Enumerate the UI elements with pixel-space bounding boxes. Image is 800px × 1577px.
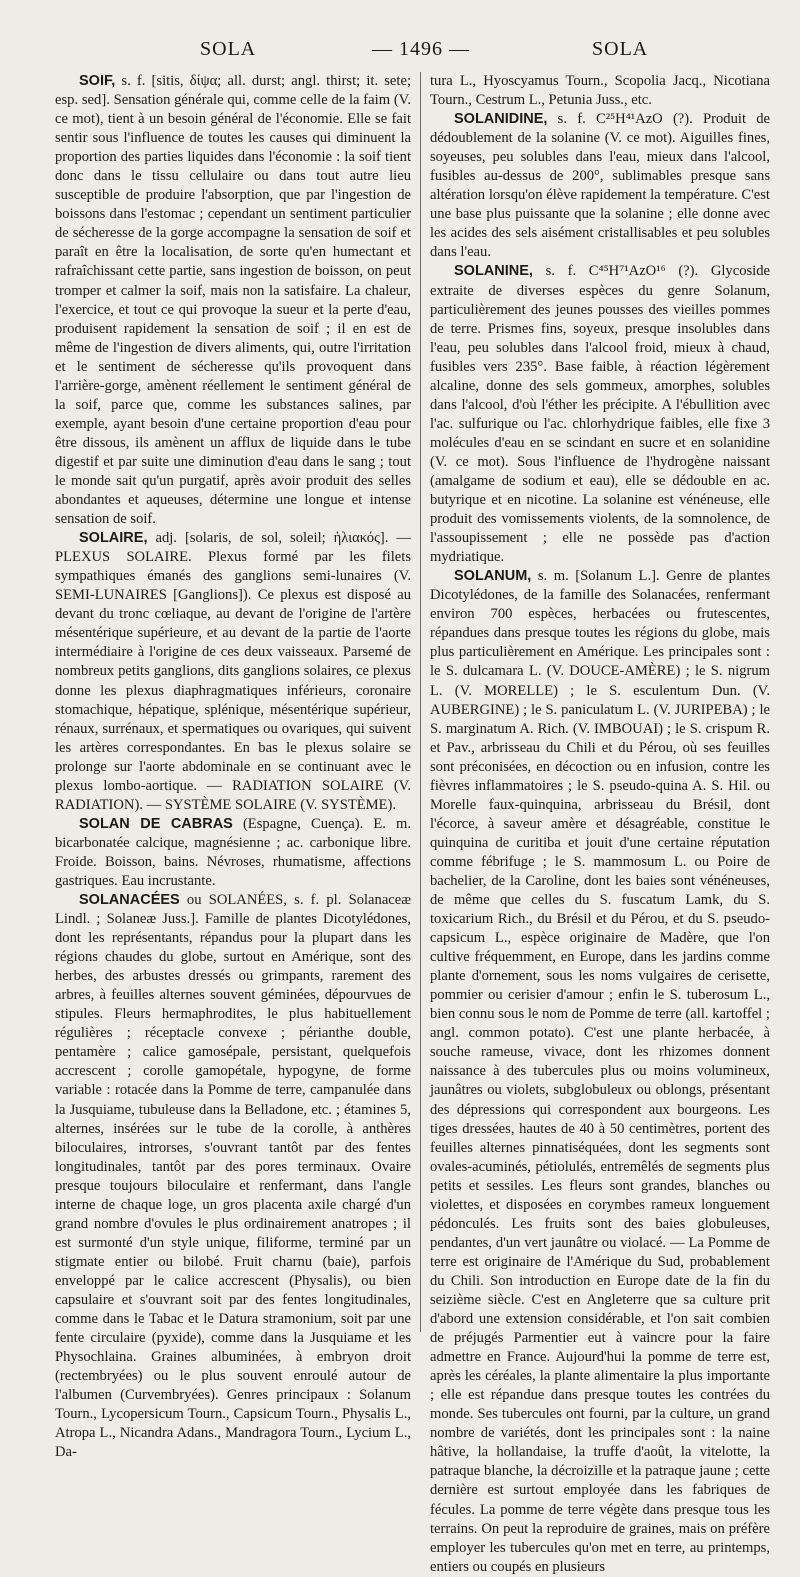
entry-head-solanacees: SOLANACÉES xyxy=(79,892,180,909)
entry-body-solanidine: s. f. C²⁵H⁴¹AzO (?). Produit de dédoublement de la solanine (V. ce mot). Aiguilles fines, soyeuses, peu solubles dans l'eau, mieux dans l'alcool, fusibles au-dessus de 200°, sublimables presque sans altération lorsqu'on élève rapidement la température. C'est une base plus puissante que la solanine ; elle donne avec les acides des sels aisément cristallisables et peu solubles dans l'eau. xyxy=(430,111,770,261)
entry-solan-de-cabras xyxy=(55,815,411,891)
left-column xyxy=(55,72,411,1461)
column-divider xyxy=(420,72,421,1332)
entry-solanacees xyxy=(55,891,411,1462)
right-column xyxy=(430,72,770,1575)
entry-head-solan: SOLAN DE CABRAS xyxy=(79,815,233,832)
entry-head-soif: SOIF, xyxy=(79,73,116,89)
entry-body-solanine: s. f. C⁴⁵H⁷¹AzO¹⁶ (?). Glycoside extraite de diverses espèces du genre Solanum, particulièrement des jeunes pousses des vieilles pommes de terre. Prismes fins, soyeux, presque insolubles dans l'eau, peu solubles dans l'alcool froid, mieux à chaud, fusibles vers 235°. Base faible, à réaction légèrement alcaline, donne des sels gommeux, amorphes, solubles dans l'alcool, d'où l'éther les précipite. A l'ébullition avec l'ac. sulfurique ou l'ac. chlorhydrique faibles, elle fixe 3 molécules d'eau en se scindant en sucre et en solanidine (V. ce mot). Sous l'influence de l'hydrogène naissant (amalgame de sodium et eau), elle se dédouble en ac. butyrique et en nicotine. La solanine est vénéneuse, elle produit des vomissements violents, de la somnolence, de l'assoupissement ; elle ne possède pas d'action mydriatique. xyxy=(430,263,770,566)
entry-continuation: tura L., Hyoscyamus Tourn., Scopolia Jacq., Nicotiana Tourn., Cestrum L., Petunia Juss., etc. xyxy=(430,73,770,109)
entry-solanidine xyxy=(430,110,770,262)
entry-body-soif: s. f. [sitis, δίψα; all. durst; angl. thirst; it. sete; esp. sed]. Sensation générale qui, comme celle de la faim (V. ce mot), tient à un besoin général de l'économie. Elle se fait sentir sous l'influence de toutes les causes qui diminuent la proportion des parties liquides dans l'économie : la soif tient donc dans le tissu cellulaire ou dans tout autre lieu susceptible de produire l'absorption, que par l'ingestion de boissons dans l'estomac ; cependant un sentiment particulier de sécheresse de la gorge accompagne la sensation de soif et paraît en être la localisation, de sorte qu'en humectant et rafraîchissant cette partie, sans ingestion de boisson, on peut tromper et calmer la soif, mais non la satisfaire. La chaleur, l'exercice, et tout ce qui provoque la sueur et la perte d'eau, produisent rapidement la sensation de soif ; il en est de même de l'ingestion de divers aliments, qui, outre l'irritation et le sentiment de sécheresse qu'ils provoquent dans l'arrière-gorge, amènent réellement le sentiment général de la soif, parce que, comme les substances salines, par exemple, ayant besoin d'une certaine proportion d'eau pour être dissous, ils amènent un afflux de liquide dans le tube digestif et par suite une diminution d'eau dans le sang ; tout le monde sait qu'un purgatif, après avoir produit des selles abondantes et aqueuses, détermine une longue et intense sensation de soif. xyxy=(55,73,411,528)
entry-body-solan: (Espagne, Cuença). E. m. bicarbonatée calcique, magnésienne ; ac. carbonique libre. Froide. Boisson, bains. Névroses, rhumatisme, affections gastriques. Eau incrustante. xyxy=(55,815,411,889)
entry-body-solanum: s. m. [Solanum L.]. Genre de plantes Dicotylédones, de la famille des Solanacées, renfermant environ 700 espèces, herbacées ou frutescentes, répandues dans presque toutes les régions du globe, mais plus particulièrement en Amérique. Les principales sont : le S. dulcamara L. (V. DOUCE-AMÈRE) ; le S. nigrum L. (V. MORELLE) ; le S. esculentum Dun. (V. AUBERGINE) ; le S. paniculatum L. (V. JURIPEBA) ; le S. marginatum A. Rich. (V. IMBOUAI) ; le S. crispum R. et Pav., arbrisseau du Chili et du Pérou, où ses feuilles sont préconisées, en décoction ou en infusion, contre les fièvres inflammatoires ; le S. pseudo-quina A. S. Hil. ou Morelle faux-quinquina, arbrisseau du Brésil, dont l'écorce, à saveur amère et désagréable, constitue le quinquina de curitiba et jouit d'une certaine réputation comme fébrifuge ; le S. mammosum L. ou Poire de bachelier, de la Caroline, dont les baies sont vénéneuses, de même que celles du S. fuscatum Lamk, du S. toxicarium Rich., du Brésil et du Pérou, et du S. pseudo-capsicum L., espèce originaire de Madère, que l'on cultive fréquemment, en Europe, dans les jardins comme plante d'ornement, sous les noms vulgaires de cerisette, pommier ou cerisier d'amour ; enfin le S. tuberosum L., bien connu sous le nom de Pomme de terre (all. kartoffel ; angl. common potato). C'est une plante herbacée, à souche rameuse, vivace, dont les rhizomes donnent naissance à des tubercules plus ou moins volumineux, jaunâtres ou violets, subglobuleux ou oblongs, présentant des dépressions qui correspondent aux bourgeons. Les tiges dressées, hautes de 40 à 50 centimètres, portent des feuilles alternes pinnatiséquées, dont les segments sont ovales-acuminés, pétiolulés, entremêlés de segments plus petits et sessiles. Les fleurs sont grandes, blanches ou violettes, et disposées en corymbes rameux longuement pédonculés. Les fruits sont des baies globuleuses, pendantes, d'un vert jaunâtre ou violacé. — La Pomme de terre est originaire de l'Amérique du Sud, probablement du Chili. Son introduction en Europe date de la fin du seizième siècle. C'est en Angleterre que sa culture prit d'abord une extension considérable, et l'on sait combien de préjugés Parmentier eut à vaincre pour la faire admettre en France. Aujourd'hui la pomme de terre est, après les céréales, la plante alimentaire la plus importante ; elle est répandue dans presque toutes les contrées du monde. Ses tubercules ont fourni, par la culture, un grand nombre de variétés, dont les principales sont : la naine hâtive, la hollandaise, la truffe d'août, la vitelotte, la patraque blanche, la décroizille et la patraque jaune ; cette dernière est surtout employée dans les fabriques de fécules. La pomme de terre végète dans presque tous les terrains. On peut la reproduire de graines, mais on préfère employer les tubercules qu'on met en terre, au printemps, entiers ou coupés en plusieurs xyxy=(430,568,770,1575)
entry-soif xyxy=(55,72,411,529)
header-right-word: SOLA xyxy=(592,38,649,60)
entry-head-solaire: SOLAIRE, xyxy=(79,530,148,547)
entry-head-solanum: SOLANUM, xyxy=(454,568,532,585)
entry-solanum xyxy=(430,567,770,1576)
entry-body-solanacees: ou SOLANÉES, s. f. pl. Solanaceæ Lindl. ; Solaneæ Juss.]. Famille de plantes Dicotylédones, dont les représentants, répandus pour la plupart dans les régions chaudes du globe, surtout en Amérique, sont des herbes, des arbustes dressés ou grimpants, rarement des arbres, à feuilles alternes souvent géminées, dépourvues de stipules. Fleurs hermaphrodites, le plus habituellement régulières ; réceptacle convexe ; périanthe double, pentamère ; calice gamosépale, persistant, quelquefois accrescent ; corolle gamopétale, hypogyne, de forme variable : rotacée dans la Pomme de terre, campanulée dans la Jusquiame, tubuleuse dans la Belladone, etc. ; étamines 5, alternes, insérées sur le tube de la corolle, à anthères biloculaires, introrses, s'ouvrant tantôt par des fentes longitudinales, tantôt par des pores terminaux. Ovaire presque toujours biloculaire et renfermant, dans l'angle interne de chaque loge, un gros placenta axile chargé d'un grand nombre d'ovules le plus ordinairement anatropes ; il est surmonté d'un style unique, filiforme, terminé par un stigmate entier ou bilobé. Fruit charnu (baie), parfois enveloppé par le calice accrescent (Physalis), ou bien capsulaire et s'ouvrant soit par des fentes longitudinales, comme dans le Tabac et le Datura stramonium, soit par une fente circulaire (pyxide), comme dans la Jusquiame et les Physochlaina. Graines albuminées, à embryon droit (rectembryées) ou le plus souvent enroulé autour de l'albumen (Curvembryées). Genres principaux : Solanum Tourn., Lycopersicum Tourn., Capsicum Tourn., Physalis L., Atropa L., Nicandra Adans., Mandragora Tourn., Lycium L., Da- xyxy=(55,892,411,1461)
page-number: — 1496 — xyxy=(372,38,470,60)
running-header xyxy=(0,38,800,68)
entry-head-solanine: SOLANINE, xyxy=(454,263,533,280)
header-left-word: SOLA xyxy=(200,38,257,60)
entry-head-solanidine: SOLANIDINE, xyxy=(454,111,548,128)
entry-solaire xyxy=(55,529,411,815)
entry-body-solaire: adj. [solaris, de sol, soleil; ἡλιακός]. — PLEXUS SOLAIRE. Plexus formé par les filets sympathiques émanés des ganglions semi-lunaires (V. SEMI-LUNAIRES [Ganglions]). Ce plexus est disposé au devant du tronc cœliaque, au devant de l'origine de l'artère mésentérique supérieure, et au devant de la partie de l'aorte intermédiaire à l'origine de ces deux vaisseaux. Parsemé de nombreux petits ganglions, dits ganglions solaires, ce plexus donne les plexus diaphragmatiques inférieurs, coronaire stomachique, hépatique, splénique, mésentérique supérieur, rénaux, surrénaux, et spermatiques ou ovariques, qui suivent les artères correspondantes. En bas le plexus solaire se prolonge sur l'aorte abdominale en se continuant avec le plexus lombo-aortique. — RADIATION SOLAIRE (V. RADIATION). — SYSTÈME SOLAIRE (V. SYSTÈME). xyxy=(55,530,411,813)
entry-solanine xyxy=(430,262,770,567)
